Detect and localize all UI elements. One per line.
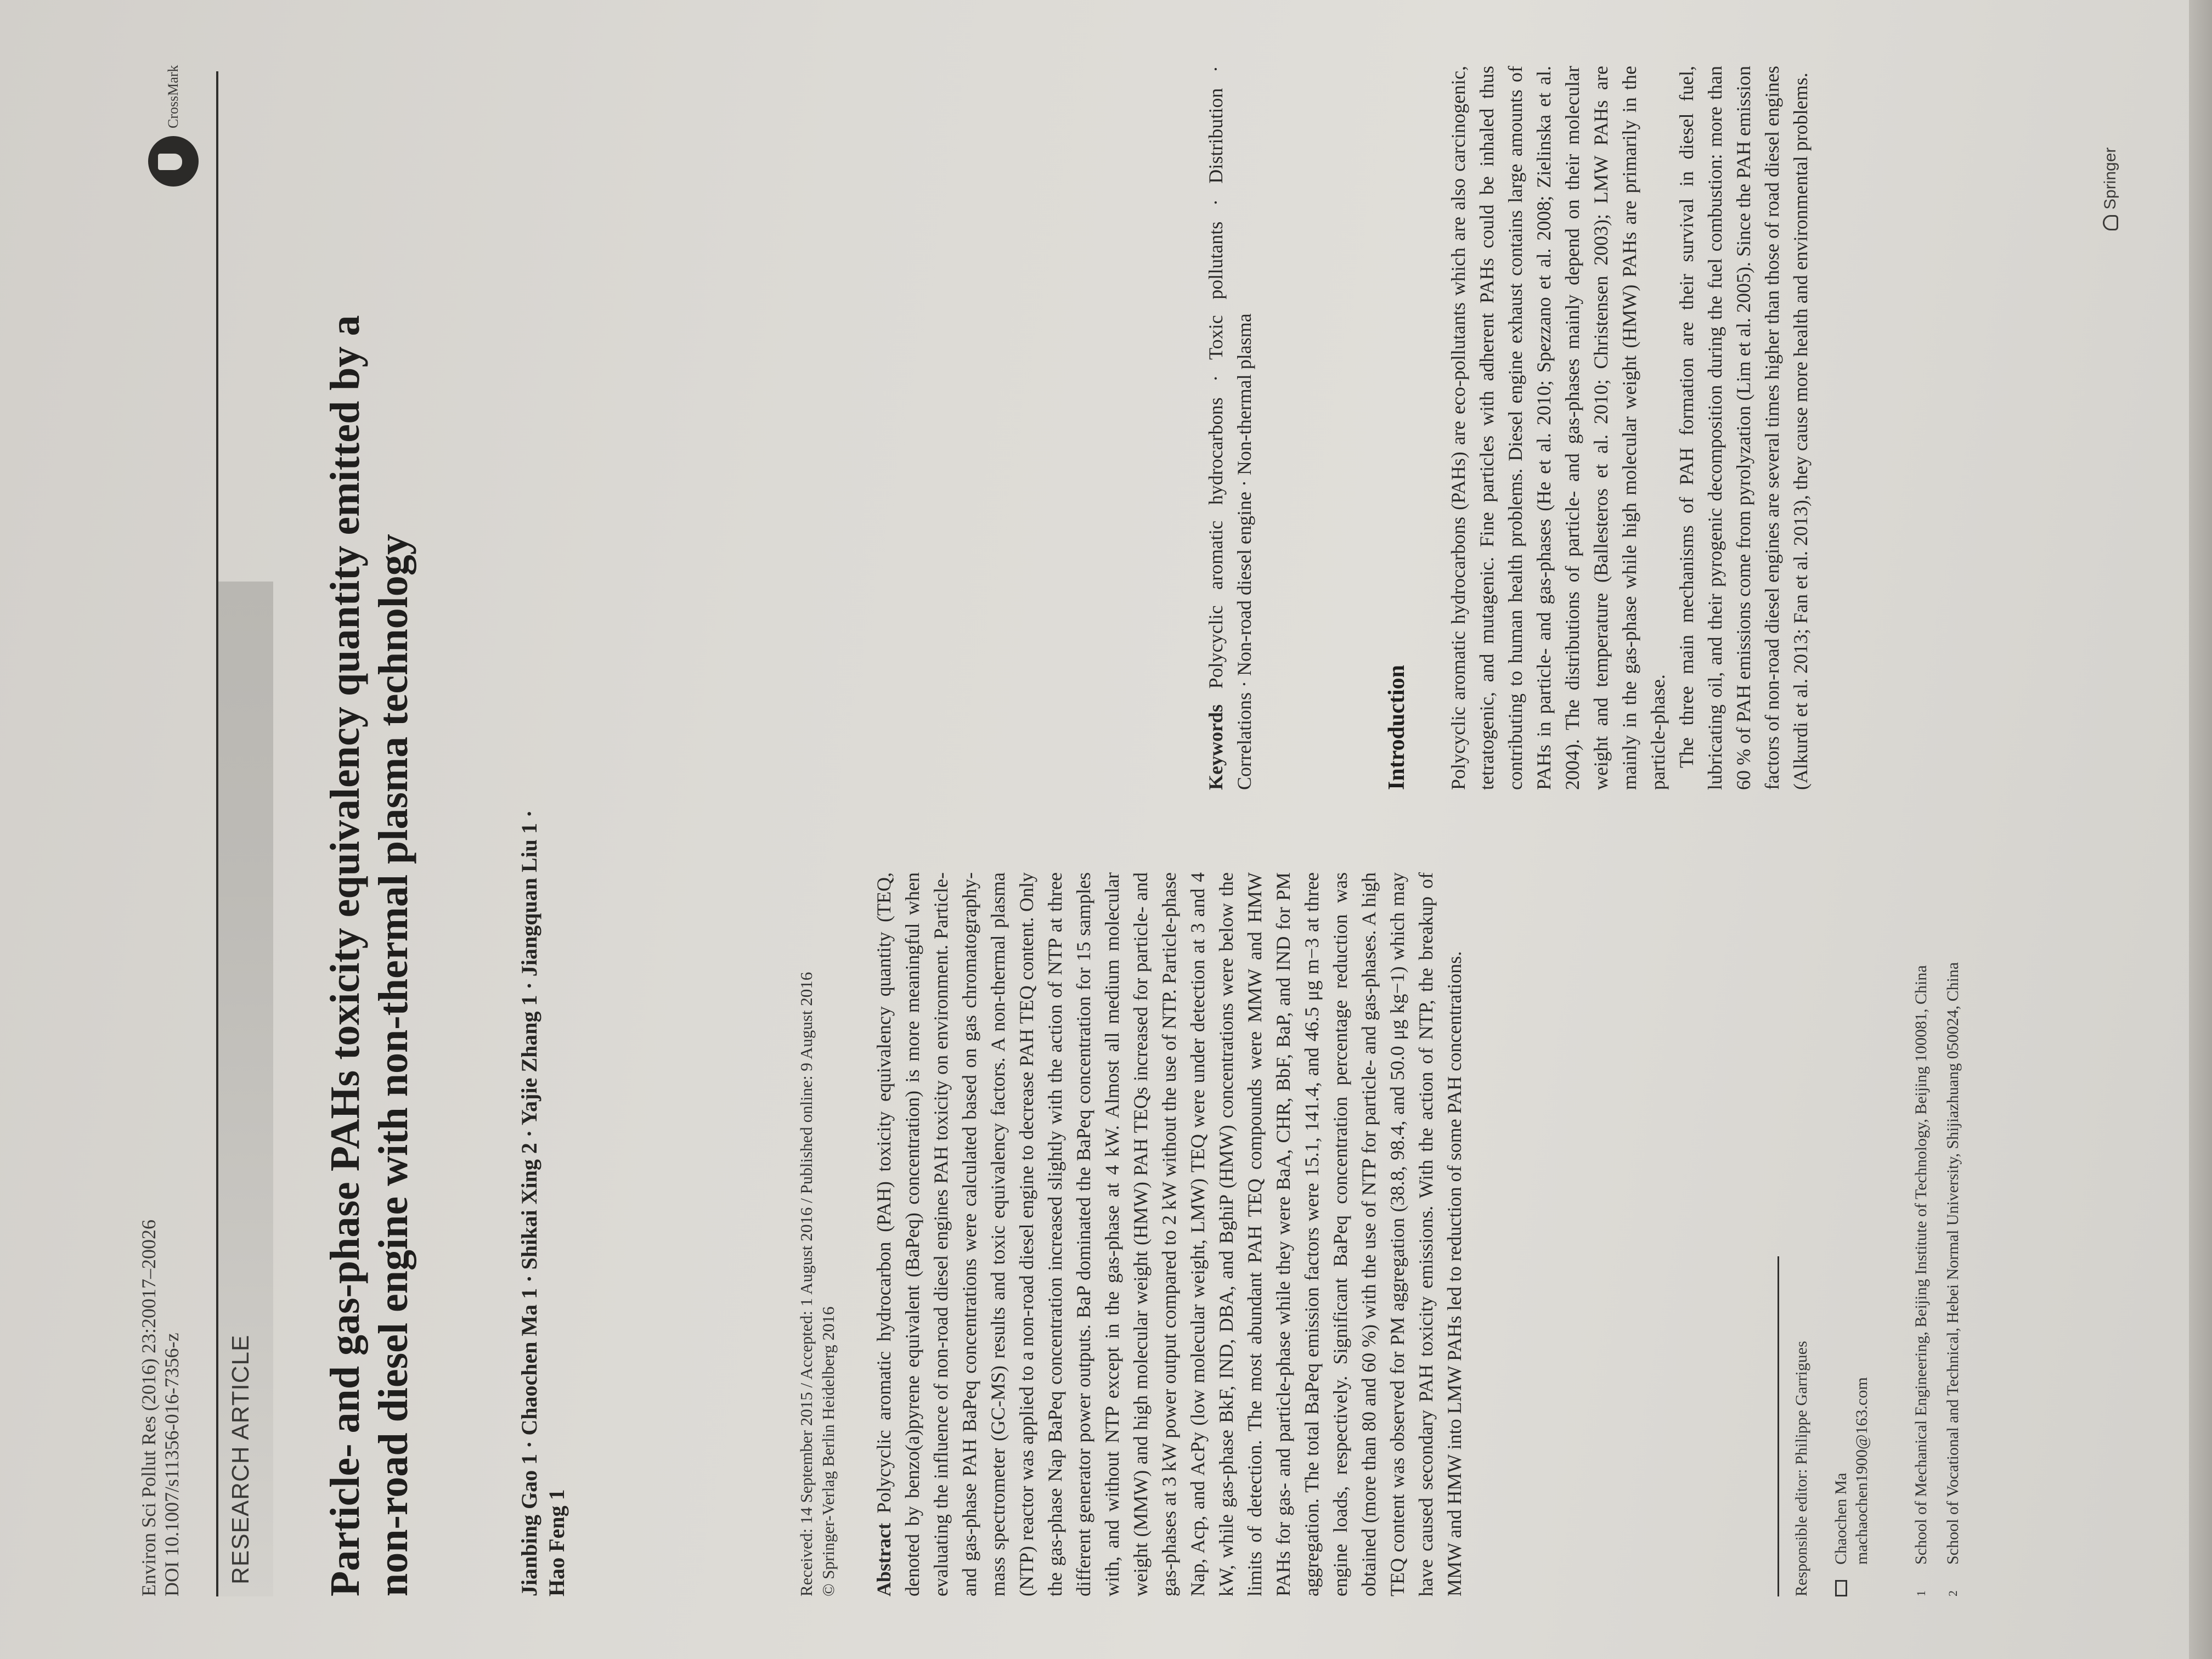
paper-edge <box>2189 0 2212 1659</box>
introduction-heading: Introduction <box>1384 665 1409 790</box>
responsible-editor: Responsible editor: Philippe Garrigues <box>1792 1341 1810 1596</box>
author-line-2: Hao Feng 1 <box>544 1489 569 1596</box>
keywords-heading: Keywords <box>1205 704 1227 790</box>
footnotes <box>1791 872 1963 1596</box>
abstract-section <box>870 872 1469 1596</box>
crossmark-icon <box>148 136 199 187</box>
date-history: Received: 14 September 2015 / Accepted: 1 August 2016 / Published online: 9 August 2016 <box>797 972 816 1596</box>
springer-label: Springer <box>2101 147 2119 210</box>
introduction-section <box>1383 66 1815 790</box>
introduction-paragraph-1: Polycyclic aromatic hydrocarbons (PAHs) are eco-pollutants which are also carcinogenic, tetratogenic, and mutagenic. Fine particles with adherent PAHs could be inhaled thus contributing to human health problems. Diesel engine exhaust contains large amounts of PAHs in particle- and gas-phases (He et al. 2010; Spezzano et al. 2008; Zielinska et al. 2004). The distributions of particle- and gas-phases mainly depend on their molecular weight and temperature (Ballesteros et al. 2010; Christensen 2003); LMW PAHs are mainly in the gas-phase while high molecular weight (HMW) PAHs are primarily in the particle-phase. <box>1447 66 1669 790</box>
article-type-label <box>218 582 273 1596</box>
copyright-notice: © Springer-Verlag Berlin Heidelberg 2016 <box>819 1306 838 1596</box>
corresponding-author <box>1831 872 1872 1596</box>
article-dates <box>795 390 839 1596</box>
article-type-text: RESEARCH ARTICLE <box>227 1334 254 1584</box>
article-title: Particle- and gas-phase PAHs toxicity equivalency quantity emitted by a non-road diesel engine with non-thermal plasma technology <box>322 315 416 1596</box>
keywords-text: Polycyclic aromatic hydrocarbons · Toxic pollutants · Distribution · Correlations · Non-road diesel engine · Non-thermal plasma <box>1205 65 1255 790</box>
introduction-paragraph-2: The three main mechanisms of PAH formation are their survival in diesel fuel, lubricating oil, and their pyrogenic decomposition during the fuel combustion: more than 60 % of PAH emissions come from pyrolyzation (Lim et al. 2005). Since the PAH emission factors of non-road diesel engines are several times higher than those of road diesel engines (Alkurdi et al. 2013; Fan et al. 2013), they cause more health and environmental problems. <box>1675 66 1812 790</box>
article-page <box>22 44 2151 1635</box>
affiliation-2-number: 2 <box>1946 1590 1960 1596</box>
springer-logo <box>2101 148 2120 230</box>
affiliation-2 <box>1943 872 1963 1596</box>
journal-header <box>137 1220 183 1596</box>
crossmark-badge[interactable] <box>148 65 199 187</box>
affiliation-2-text: School of Vocational and Technical, Hebei Normal University, Shijiazhuang 050024, China <box>1944 962 1962 1565</box>
contact-name: Chaochen Ma <box>1832 1472 1850 1565</box>
journal-citation: Environ Sci Pollut Res (2016) 23:20017–20026 <box>138 1220 160 1596</box>
springer-horse-icon <box>2103 215 2118 230</box>
crossmark-label: CrossMark <box>165 65 181 128</box>
author-list <box>516 499 571 1596</box>
journal-doi: DOI 10.1007/s11356-016-7356-z <box>161 1333 183 1596</box>
contact-email[interactable]: machaochen1900@163.com <box>1853 1377 1871 1565</box>
affiliation-1-text: School of Mechanical Engineering, Beijing Institute of Technology, Beijing 100081, China <box>1912 965 1930 1565</box>
abstract-heading: Abstract <box>873 1523 895 1596</box>
abstract-text: Polycyclic aromatic hydrocarbon (PAH) toxicity equivalency quantity (TEQ, denoted by benzo(a)pyrene equivalent (BaPeq) concentration) is more meaningful when evaluating the influence of non-road diesel engines PAH toxicity on environment. Particle- and gas-phase PAH BaPeq concentrations were calculated based on gas chromatography-mass spectrometer (GC-MS) results and toxic equivalency factors. A non-thermal plasma (NTP) reactor was applied to a non-road diesel engine to decrease PAH TEQ content. Only the gas-phase Nap BaPeq concentration increased slightly with the action of NTP at three different generator power outputs. BaP dominated the BaPeq concentration for 15 samples with, and without NTP except in the gas-phase at 4 kW. Almost all medium molecular weight (MMW) and high molecular weight (HMW) PAH TEQs increased for particle- and gas-phases at 3 kW power output compared to 2 kW without the use of NTP. Particle-phase Nap, Acp, and AcPy (low molecular weight, LMW) TEQ were under detection at 3 and 4 kW, while gas-phase BkF, IND, DBA, and BghiP (HMW) concentrations were below the limits of detection. The most abundant PAH TEQ compounds were MMW and HMW PAHs for gas- and particle-phase while they were BaA, CHR, BbF, BaP, and IND for PM aggregation. The total BaPeq emission factors were 15.1, 141.4, and 46.5 μg m−3 at three engine loads, respectively. Significant BaPeq concentration percentage reduction was obtained (more than 80 and 60 %) with the use of NTP for particle- and gas-phases. A high TEQ content was observed for PM aggregation (38.8, 98.4, and 50.0 μg kg−1) which may have caused secondary PAH toxicity emissions. With the action of NTP, the breakup of MMW and HMW into LMW PAHs led to reduction of some PAH concentrations. <box>873 872 1465 1596</box>
affiliation-1-number: 1 <box>1914 1590 1928 1596</box>
email-envelope-icon <box>1835 1580 1847 1596</box>
author-line-1: Jianbing Gao 1 · Chaochen Ma 1 · Shikai Xing 2 · Yajie Zhang 1 · Jiangquan Liu 1 · <box>517 810 541 1596</box>
keywords-section <box>1201 66 1259 790</box>
affiliation-1 <box>1911 872 1932 1596</box>
footer-rule <box>1778 1256 1779 1596</box>
